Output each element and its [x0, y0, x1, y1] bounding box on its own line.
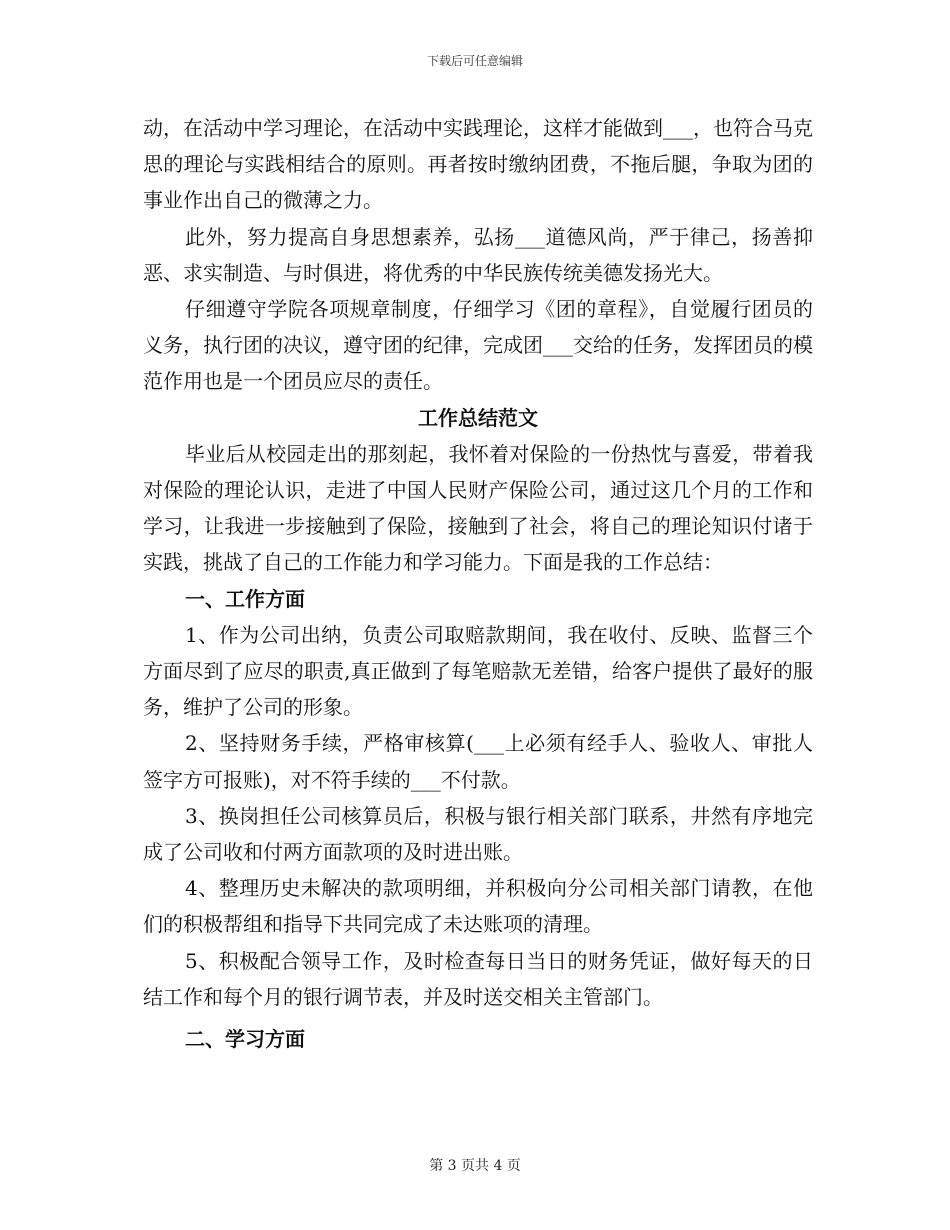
work-item-3: 3、换岗担任公司核算员后，积极与银行相关部门联系，井然有序地完成了公司收和付两方面款项的及时进出账。	[143, 803, 813, 865]
heading-study: 二、学习方面	[185, 1027, 305, 1052]
paragraph-intro: 毕业后从校园走出的那刻起，我怀着对保险的一份热忱与喜爱，带着我对保险的理论认识，走进了中国人民财产保险公司，通过这几个月的工作和学习，让我进一步接触到了保险，接触到了社会，将自己的理论知识付诸于实践，挑战了自己的工作能力和学习能力。下面是我的工作总结：	[143, 441, 813, 575]
page-footer: 第 3 页共 4 页	[429, 1158, 521, 1174]
document-body	[143, 110, 813, 1057]
work-item-1: 1、作为公司出纳，负责公司取赔款期间，我在收付、反映、监督三个方面尽到了应尽的职责,真正做到了每笔赔款无差错，给客户提供了最好的服务，维护了公司的形象。	[143, 622, 813, 720]
paragraph-rules: 仔细遵守学院各项规章制度，仔细学习《团的章程》，自觉履行团员的义务，执行团的决议，遵守团的纪律，完成团___交给的任务，发挥团员的模范作用也是一个团员应尽的责任。	[143, 297, 813, 394]
work-item-2: 2、坚持财务手续，严格审核算(___上必须有经手人、验收人、审批人签字方可报账)，对不符手续的___不付款。	[143, 731, 813, 792]
paragraph-continuation: 动，在活动中学习理论，在活动中实践理论，这样才能做到___，也符合马克思的理论与实践相结合的原则。再者按时缴纳团费，不拖后腿，争取为团的事业作出自己的微薄之力。	[143, 116, 813, 213]
page-header: 下载后可任意编辑	[426, 54, 523, 68]
work-item-5: 5、积极配合领导工作，及时检查每日当日的财务凭证，做好每天的日结工作和每个月的银行调节表，并及时送交相关主管部门。	[143, 948, 813, 1009]
heading-work: 一、工作方面	[185, 586, 305, 611]
work-item-4: 4、整理历史未解决的款项明细，并积极向分公司相关部门请教，在他们的积极帮组和指导下共同完成了未达账项的清理。	[143, 876, 813, 937]
section-title: 工作总结范文	[418, 405, 538, 430]
paragraph-ethics: 此外，努力提高自身思想素养，弘扬___道德风尚，严于律己，扬善抑恶、求实制造、与时俱进，将优秀的中华民族传统美德发扬光大。	[143, 224, 813, 285]
